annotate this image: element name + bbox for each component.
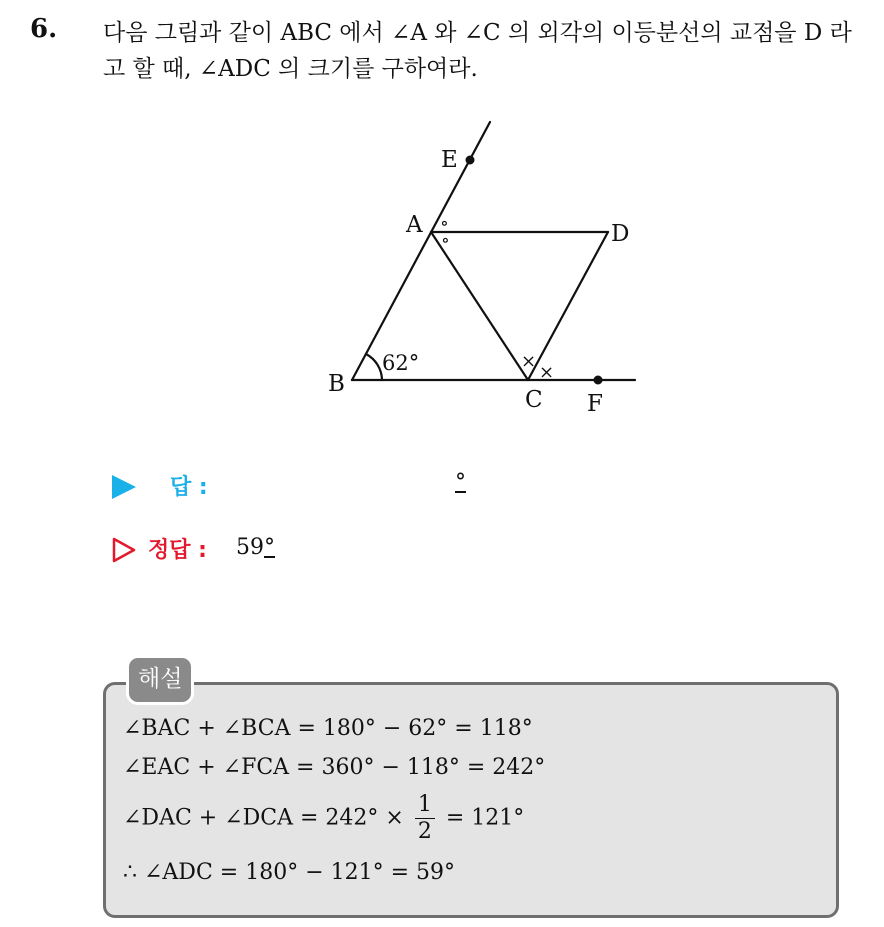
- segment-a-c: [431, 232, 528, 380]
- solution-tag: 해설: [126, 655, 194, 705]
- solution-line-1: ∠BAC + ∠BCA = 180° − 62° = 118°: [123, 716, 533, 741]
- solution-line-2: ∠EAC + ∠FCA = 360° − 118° = 242°: [123, 755, 546, 780]
- geometry-figure: [300, 115, 660, 425]
- angle-c-mark-right: ×: [539, 362, 555, 383]
- question-text: 다음 그림과 같이 ABC 에서 ∠A 와 ∠C 의 외각의 이등분선의 교점을 D 라고 할 때, ∠ADC 의 크기를 구하여라.: [103, 20, 852, 82]
- correct-answer-value: [236, 535, 275, 560]
- outline-play-icon: [112, 537, 136, 563]
- label-e: E: [441, 147, 458, 173]
- question-number: 6.: [30, 14, 58, 44]
- play-icon: [112, 475, 136, 499]
- segment-c-d: [528, 232, 608, 380]
- answer-unit: °: [455, 470, 466, 495]
- angle-a-mark-bottom: ∘: [441, 230, 450, 251]
- fraction-numerator: 1: [415, 792, 435, 819]
- solution-line-3: [123, 792, 524, 845]
- label-d: D: [611, 221, 630, 247]
- correct-answer-label: 정답 :: [148, 538, 207, 563]
- angle-c-mark-left: ×: [521, 351, 537, 372]
- correct-answer-number: 59: [236, 535, 264, 560]
- label-c: C: [525, 387, 543, 413]
- solution-line-3-prefix: ∠DAC + ∠DCA = 242° ×: [123, 805, 411, 831]
- point-f: [594, 376, 603, 385]
- label-a: A: [406, 212, 423, 238]
- answer-row: [108, 470, 508, 504]
- fraction-denominator: 2: [417, 819, 432, 844]
- point-e: [466, 156, 475, 165]
- correct-answer-row: [108, 533, 508, 567]
- correct-answer-unit: °: [264, 535, 275, 560]
- answer-label: 답 :: [170, 475, 208, 500]
- label-f: F: [587, 391, 603, 417]
- angle-a-mark-top: ∘: [440, 213, 449, 234]
- solution-line-3-suffix: = 121°: [438, 805, 525, 831]
- angle-b-arc: [366, 354, 382, 380]
- solution-line-4: ∴ ∠ADC = 180° − 121° = 59°: [123, 860, 456, 885]
- label-b: B: [328, 371, 345, 397]
- angle-b-value: 62°: [382, 351, 420, 375]
- fraction-half: [415, 792, 435, 845]
